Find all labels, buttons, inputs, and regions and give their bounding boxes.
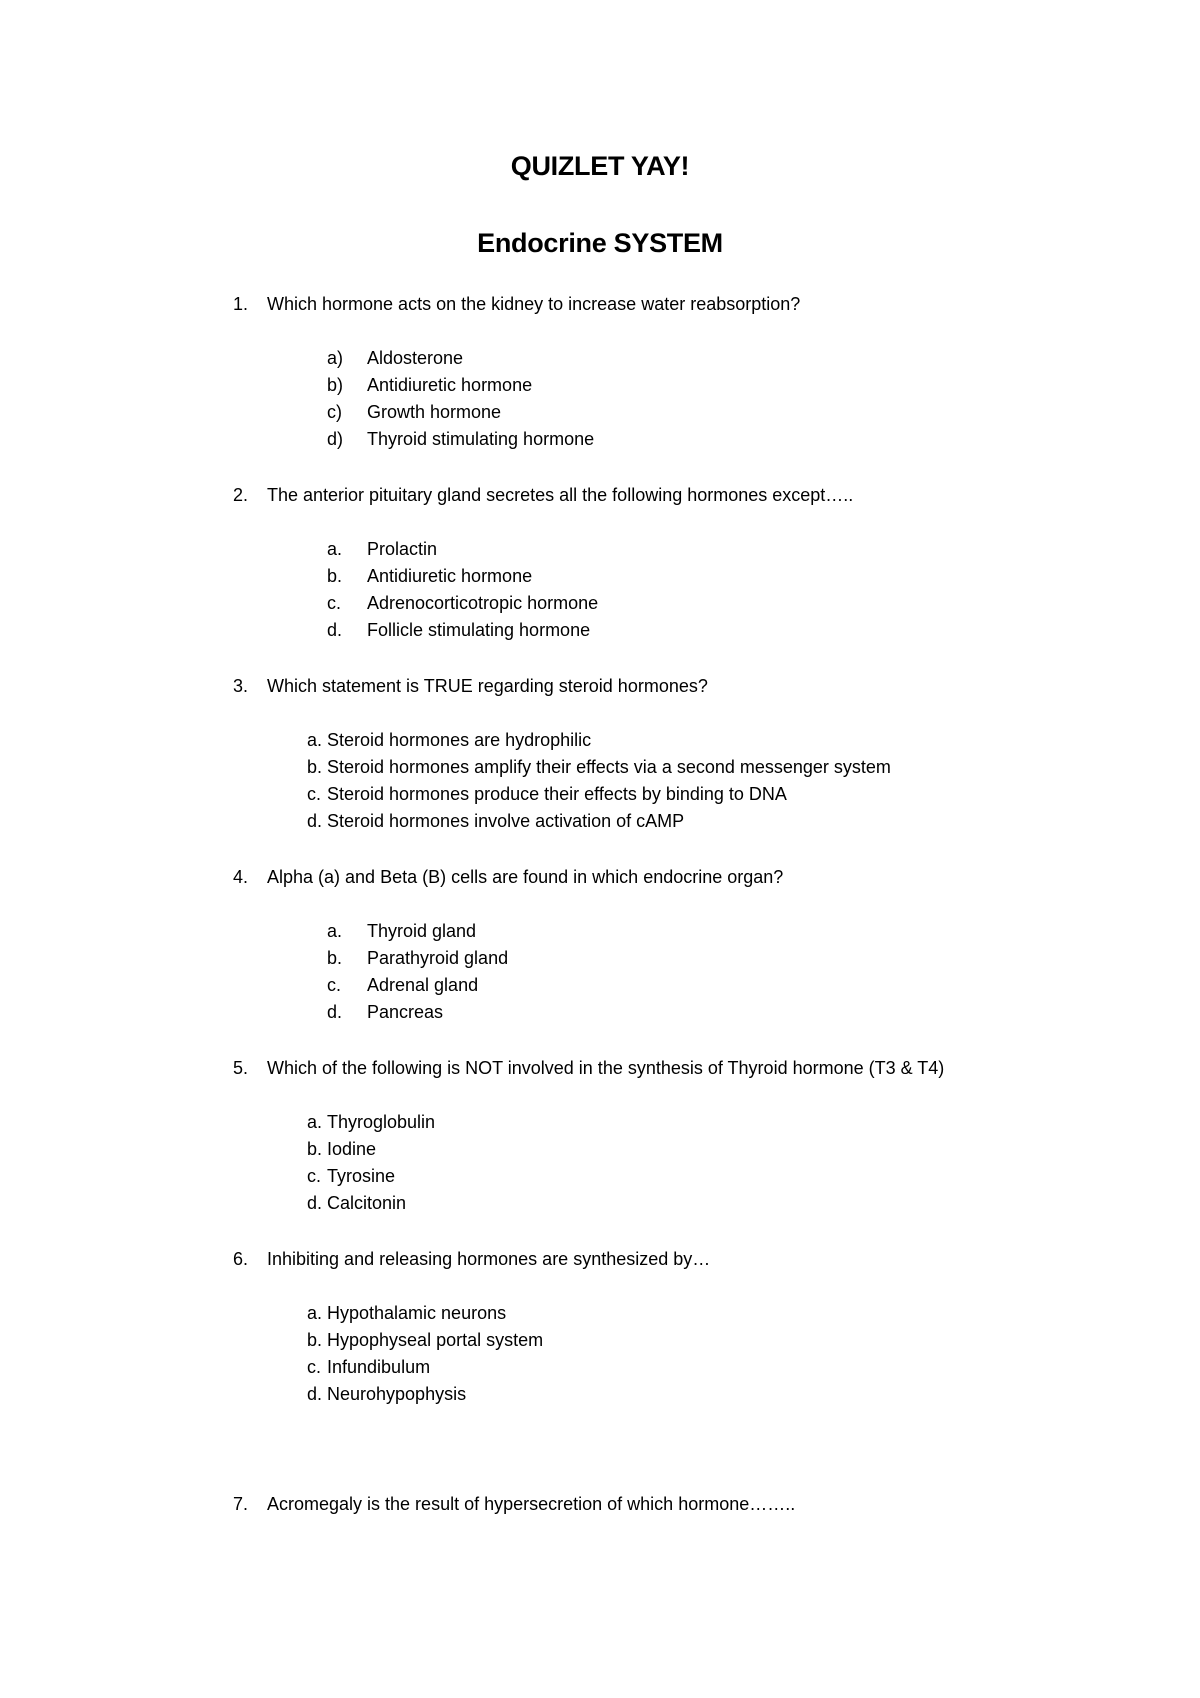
document-subtitle: Endocrine SYSTEM — [477, 228, 723, 258]
question-5-options — [307, 1109, 907, 1217]
option-b: b. Antidiuretic hormone — [327, 566, 533, 586]
document-title: QUIZLET YAY! — [510, 151, 690, 181]
question-text: The anterior pituitary gland secretes all the following hormones except….. — [267, 485, 854, 505]
option-a: a. Hypothalamic neurons — [307, 1303, 507, 1323]
question-text: Which statement is TRUE regarding steroid hormones? — [267, 676, 708, 696]
option-d: d. Pancreas — [327, 1002, 444, 1022]
option-a: a. Thyroid gland — [327, 921, 477, 941]
option-c: c. Tyrosine — [307, 1166, 396, 1186]
option-b: b. Iodine — [307, 1139, 377, 1159]
option-d: d) Thyroid stimulating hormone — [327, 429, 595, 449]
option-d: d. Follicle stimulating hormone — [327, 620, 591, 640]
question-1-options — [327, 345, 927, 453]
question-number: 7. — [233, 1494, 249, 1514]
question-number: 5. — [233, 1058, 249, 1078]
question-number: 1. — [233, 294, 249, 314]
question-text: Inhibiting and releasing hormones are synthesized by… — [267, 1249, 711, 1269]
option-b: b. Parathyroid gland — [327, 948, 509, 968]
option-a: a. Prolactin — [327, 539, 438, 559]
option-c: c. Infundibulum — [307, 1357, 431, 1377]
option-a: a) Aldosterone — [327, 348, 464, 368]
option-b: b. Steroid hormones amplify their effects via a second messenger system — [307, 757, 891, 777]
question-6-options — [307, 1300, 907, 1408]
option-c: c) Growth hormone — [327, 402, 502, 422]
option-d: d. Steroid hormones involve activation of cAMP — [307, 811, 685, 831]
question-3-options — [307, 727, 1007, 835]
question-4-options — [327, 918, 927, 1026]
question-number: 2. — [233, 485, 249, 505]
option-c: c. Adrenal gland — [327, 975, 479, 995]
question-text: Acromegaly is the result of hypersecretion of which hormone…….. — [267, 1494, 796, 1514]
option-c: c. Steroid hormones produce their effects by binding to DNA — [307, 784, 787, 804]
question-text: Which hormone acts on the kidney to increase water reabsorption? — [267, 294, 801, 314]
option-d: d. Neurohypophysis — [307, 1384, 467, 1404]
question-number: 6. — [233, 1249, 249, 1269]
question-text: Which of the following is NOT involved in the synthesis of Thyroid hormone (T3 & T4) — [267, 1058, 945, 1078]
option-d: d. Calcitonin — [307, 1193, 407, 1213]
option-c: c. Adrenocorticotropic hormone — [327, 593, 599, 613]
question-number: 4. — [233, 867, 249, 887]
option-a: a. Steroid hormones are hydrophilic — [307, 730, 592, 750]
question-text: Alpha (a) and Beta (B) cells are found in which endocrine organ? — [267, 867, 784, 887]
option-a: a. Thyroglobulin — [307, 1112, 436, 1132]
option-b: b) Antidiuretic hormone — [327, 375, 533, 395]
question-number: 3. — [233, 676, 249, 696]
option-b: b. Hypophyseal portal system — [307, 1330, 544, 1350]
question-2-options — [327, 536, 927, 644]
